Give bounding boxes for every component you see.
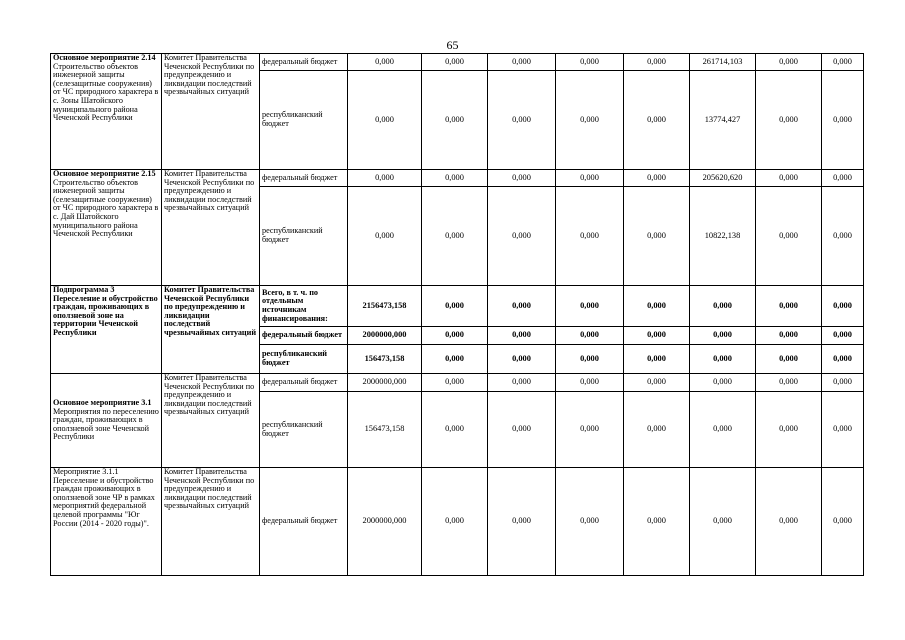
table-row: [51, 468, 864, 576]
value-cell: 0,000: [624, 71, 690, 170]
value-cell: 0,000: [624, 392, 690, 468]
value-cell: 0,000: [488, 392, 556, 468]
value-cell: 0,000: [822, 170, 864, 187]
value-cell: 0,000: [422, 392, 488, 468]
executor-cell: Комитет Правительства Чеченской Республики по предупреждению и ликвидации последствий чрезвычайных ситуаций: [162, 170, 260, 286]
value-cell: 0,000: [422, 170, 488, 187]
value-cell: 0,000: [556, 187, 624, 286]
funding-source: республиканский бюджет: [260, 187, 348, 286]
executor-cell: Комитет Правительства Чеченской Республики по предупреждению и ликвидации последствий чрезвычайных ситуаций: [162, 468, 260, 576]
value-cell: 2000000,000: [348, 327, 422, 345]
value-cell: 0,000: [488, 187, 556, 286]
value-cell: 0,000: [624, 468, 690, 576]
value-cell: 0,000: [822, 54, 864, 71]
value-cell: 0,000: [348, 187, 422, 286]
executor-cell: Комитет Правительства Чеченской Республики по предупреждению и ликвидации последствий чрезвычайных ситуаций: [162, 54, 260, 170]
activity-description: Строительство объектов инженерной защиты (селезащитные сооружения) от ЧС природного характера в с. Зоны Шатойского муниципального района Чеченской Республики: [53, 61, 159, 123]
value-cell: 0,000: [756, 286, 822, 327]
value-cell: 0,000: [822, 374, 864, 392]
value-cell: 0,000: [624, 170, 690, 187]
value-cell: 0,000: [556, 374, 624, 392]
value-cell: 0,000: [556, 286, 624, 327]
value-cell: 205620,620: [690, 170, 756, 187]
table-row: [51, 54, 864, 71]
value-cell: 2156473,158: [348, 286, 422, 327]
value-cell: 0,000: [822, 345, 864, 374]
value-cell: 0,000: [822, 71, 864, 170]
value-cell: 0,000: [556, 345, 624, 374]
activity-cell: [51, 170, 162, 286]
value-cell: 0,000: [822, 468, 864, 576]
value-cell: 0,000: [756, 71, 822, 170]
executor-cell: Комитет Правительства Чеченской Республики по предупреждению и ликвидации последствий чрезвычайных ситуаций: [162, 286, 260, 374]
value-cell: 0,000: [624, 286, 690, 327]
value-cell: 0,000: [422, 286, 488, 327]
funding-source: федеральный бюджет: [260, 327, 348, 345]
activity-description: Строительство объектов инженерной защиты (селезащитные сооружения) от ЧС природного характера в с. Дай Шатойского муниципального района Чеченской Республики: [53, 177, 159, 239]
funding-source: федеральный бюджет: [260, 468, 348, 576]
table-row: [51, 374, 864, 392]
value-cell: 0,000: [756, 187, 822, 286]
value-cell: 0,000: [690, 392, 756, 468]
value-cell: 156473,158: [348, 345, 422, 374]
value-cell: 0,000: [624, 54, 690, 71]
value-cell: 0,000: [624, 327, 690, 345]
funding-source: федеральный бюджет: [260, 170, 348, 187]
value-cell: 0,000: [488, 374, 556, 392]
value-cell: 0,000: [690, 374, 756, 392]
activity-title: Основное мероприятие 2.15: [53, 169, 156, 178]
value-cell: 0,000: [488, 54, 556, 71]
funding-source: республиканский бюджет: [260, 392, 348, 468]
value-cell: 0,000: [488, 468, 556, 576]
funding-source: федеральный бюджет: [260, 374, 348, 392]
value-cell: 13774,427: [690, 71, 756, 170]
value-cell: 0,000: [488, 286, 556, 327]
value-cell: 0,000: [624, 345, 690, 374]
value-cell: 0,000: [422, 71, 488, 170]
value-cell: 2000000,000: [348, 374, 422, 392]
value-cell: 0,000: [556, 392, 624, 468]
funding-source: Всего, в т. ч. по отдельным источникам финансирования:: [260, 286, 348, 327]
budget-table: [50, 53, 864, 576]
funding-source: федеральный бюджет: [260, 54, 348, 71]
value-cell: 0,000: [488, 170, 556, 187]
value-cell: 0,000: [488, 327, 556, 345]
value-cell: 0,000: [756, 468, 822, 576]
funding-source: республиканский бюджет: [260, 345, 348, 374]
table-row: [51, 286, 864, 327]
value-cell: 0,000: [690, 327, 756, 345]
subprogram-title: Подпрограмма 3 Переселение и обустройство граждан, проживающих в оползневой зоне на территории Чеченской Республики: [51, 286, 162, 374]
value-cell: 0,000: [556, 170, 624, 187]
activity-description: Мероприятия по переселению граждан, проживающих в оползневой зоне Чеченской Республики: [53, 406, 159, 442]
value-cell: 0,000: [556, 468, 624, 576]
activity-cell: [51, 54, 162, 170]
value-cell: 0,000: [822, 392, 864, 468]
value-cell: 0,000: [422, 374, 488, 392]
value-cell: 0,000: [624, 374, 690, 392]
value-cell: 0,000: [422, 187, 488, 286]
page-number: 65: [446, 38, 459, 52]
value-cell: 0,000: [422, 468, 488, 576]
value-cell: 156473,158: [348, 392, 422, 468]
value-cell: 0,000: [422, 54, 488, 71]
value-cell: 0,000: [422, 345, 488, 374]
value-cell: 0,000: [822, 187, 864, 286]
value-cell: 0,000: [556, 54, 624, 71]
table-row: [51, 170, 864, 187]
value-cell: 0,000: [690, 286, 756, 327]
executor-cell: Комитет Правительства Чеченской Республики по предупреждению и ликвидации последствий чрезвычайных ситуаций: [162, 374, 260, 468]
value-cell: 0,000: [756, 327, 822, 345]
value-cell: 0,000: [348, 170, 422, 187]
value-cell: 0,000: [690, 468, 756, 576]
value-cell: 0,000: [822, 286, 864, 327]
value-cell: 0,000: [348, 54, 422, 71]
activity-cell: [51, 374, 162, 468]
value-cell: 0,000: [422, 327, 488, 345]
value-cell: 0,000: [756, 170, 822, 187]
activity-description: Мероприятие 3.1.1 Переселение и обустройство граждан проживающих в оползневой зоне ЧР в рамках мероприятий федеральной целевой программы "Юг России (2014 - 2020 годы)".: [51, 468, 162, 576]
value-cell: 0,000: [556, 327, 624, 345]
value-cell: 0,000: [756, 54, 822, 71]
activity-title: Основное мероприятие 2.14: [53, 53, 156, 62]
value-cell: 0,000: [488, 71, 556, 170]
value-cell: 261714,103: [690, 54, 756, 71]
value-cell: 0,000: [624, 187, 690, 286]
funding-source: республиканский бюджет: [260, 71, 348, 170]
value-cell: 0,000: [756, 374, 822, 392]
value-cell: 0,000: [822, 327, 864, 345]
value-cell: 0,000: [348, 71, 422, 170]
value-cell: 0,000: [756, 392, 822, 468]
value-cell: 0,000: [756, 345, 822, 374]
value-cell: 0,000: [556, 71, 624, 170]
value-cell: 0,000: [488, 345, 556, 374]
value-cell: 0,000: [690, 345, 756, 374]
activity-title: Основное мероприятие 3.1: [53, 398, 152, 408]
value-cell: 2000000,000: [348, 468, 422, 576]
value-cell: 10822,138: [690, 187, 756, 286]
